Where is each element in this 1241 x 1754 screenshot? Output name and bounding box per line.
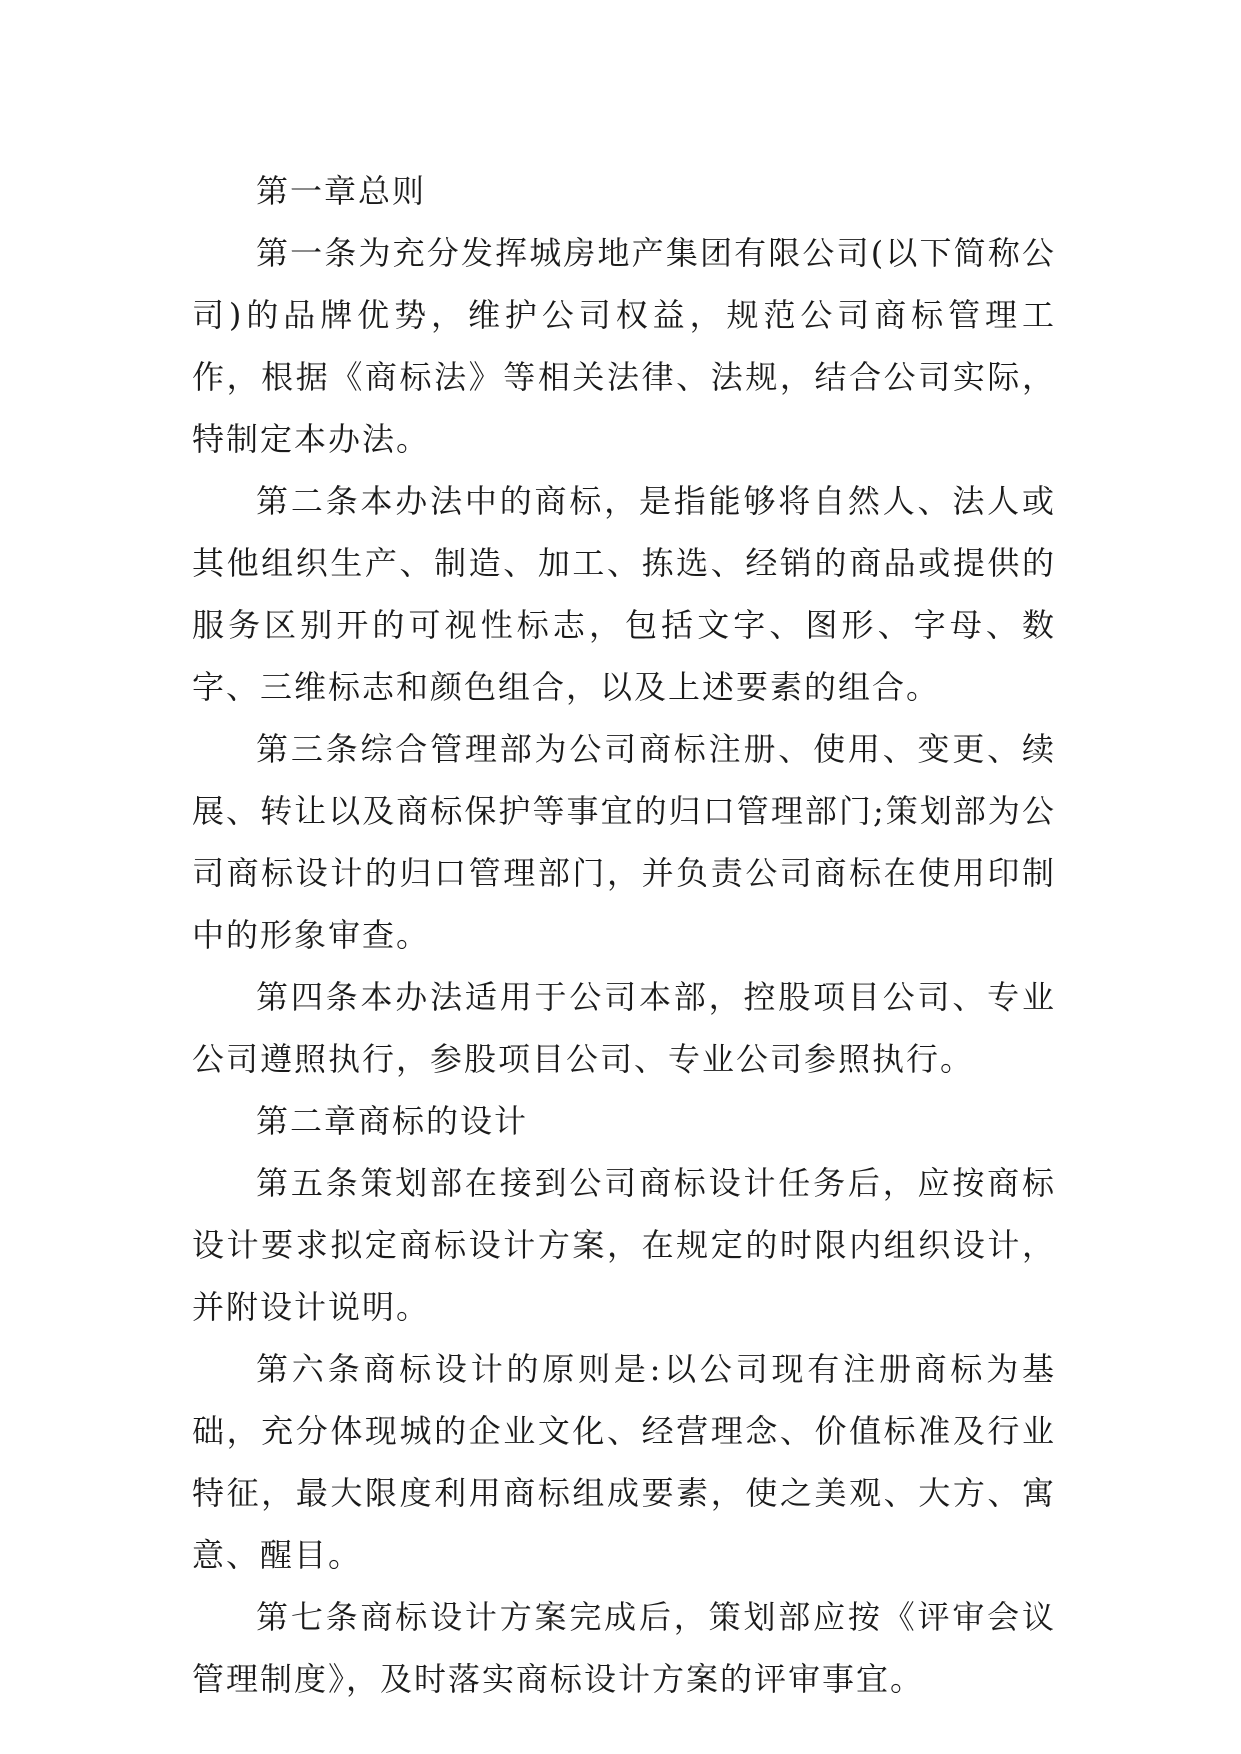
- article-1: 第一条为充分发挥城房地产集团有限公司(以下简称公司)的品牌优势，维护公司权益，规范公司商标管理工作，根据《商标法》等相关法律、法规，结合公司实际，特制定本办法。: [192, 234, 1056, 458]
- article-2: 第二条本办法中的商标，是指能够将自然人、法人或其他组织生产、制造、加工、拣选、经销的商品或提供的服务区别开的可视性标志，包括文字、图形、字母、数字、三维标志和颜色组合，以及上述要素的组合。: [192, 482, 1056, 706]
- article-4: 第四条本办法适用于公司本部，控股项目公司、专业公司遵照执行，参股项目公司、专业公司参照执行。: [192, 978, 1056, 1078]
- article-5: 第五条策划部在接到公司商标设计任务后，应按商标设计要求拟定商标设计方案，在规定的时限内组织设计，并附设计说明。: [192, 1164, 1056, 1326]
- article-7: 第七条商标设计方案完成后，策划部应按《评审会议管理制度》，及时落实商标设计方案的评审事宜。: [192, 1598, 1056, 1698]
- article-3: 第三条综合管理部为公司商标注册、使用、变更、续展、转让以及商标保护等事宜的归口管理部门;策划部为公司商标设计的归口管理部门，并负责公司商标在使用印制中的形象审查。: [192, 730, 1056, 954]
- chapter-1-heading: 第一章总则: [256, 172, 427, 210]
- document-body: [192, 160, 1056, 1710]
- chapter-2-heading: 第二章商标的设计: [256, 1102, 529, 1140]
- article-6: 第六条商标设计的原则是:以公司现有注册商标为基础，充分体现城的企业文化、经营理念、价值标准及行业特征，最大限度利用商标组成要素，使之美观、大方、寓意、醒目。: [192, 1350, 1056, 1574]
